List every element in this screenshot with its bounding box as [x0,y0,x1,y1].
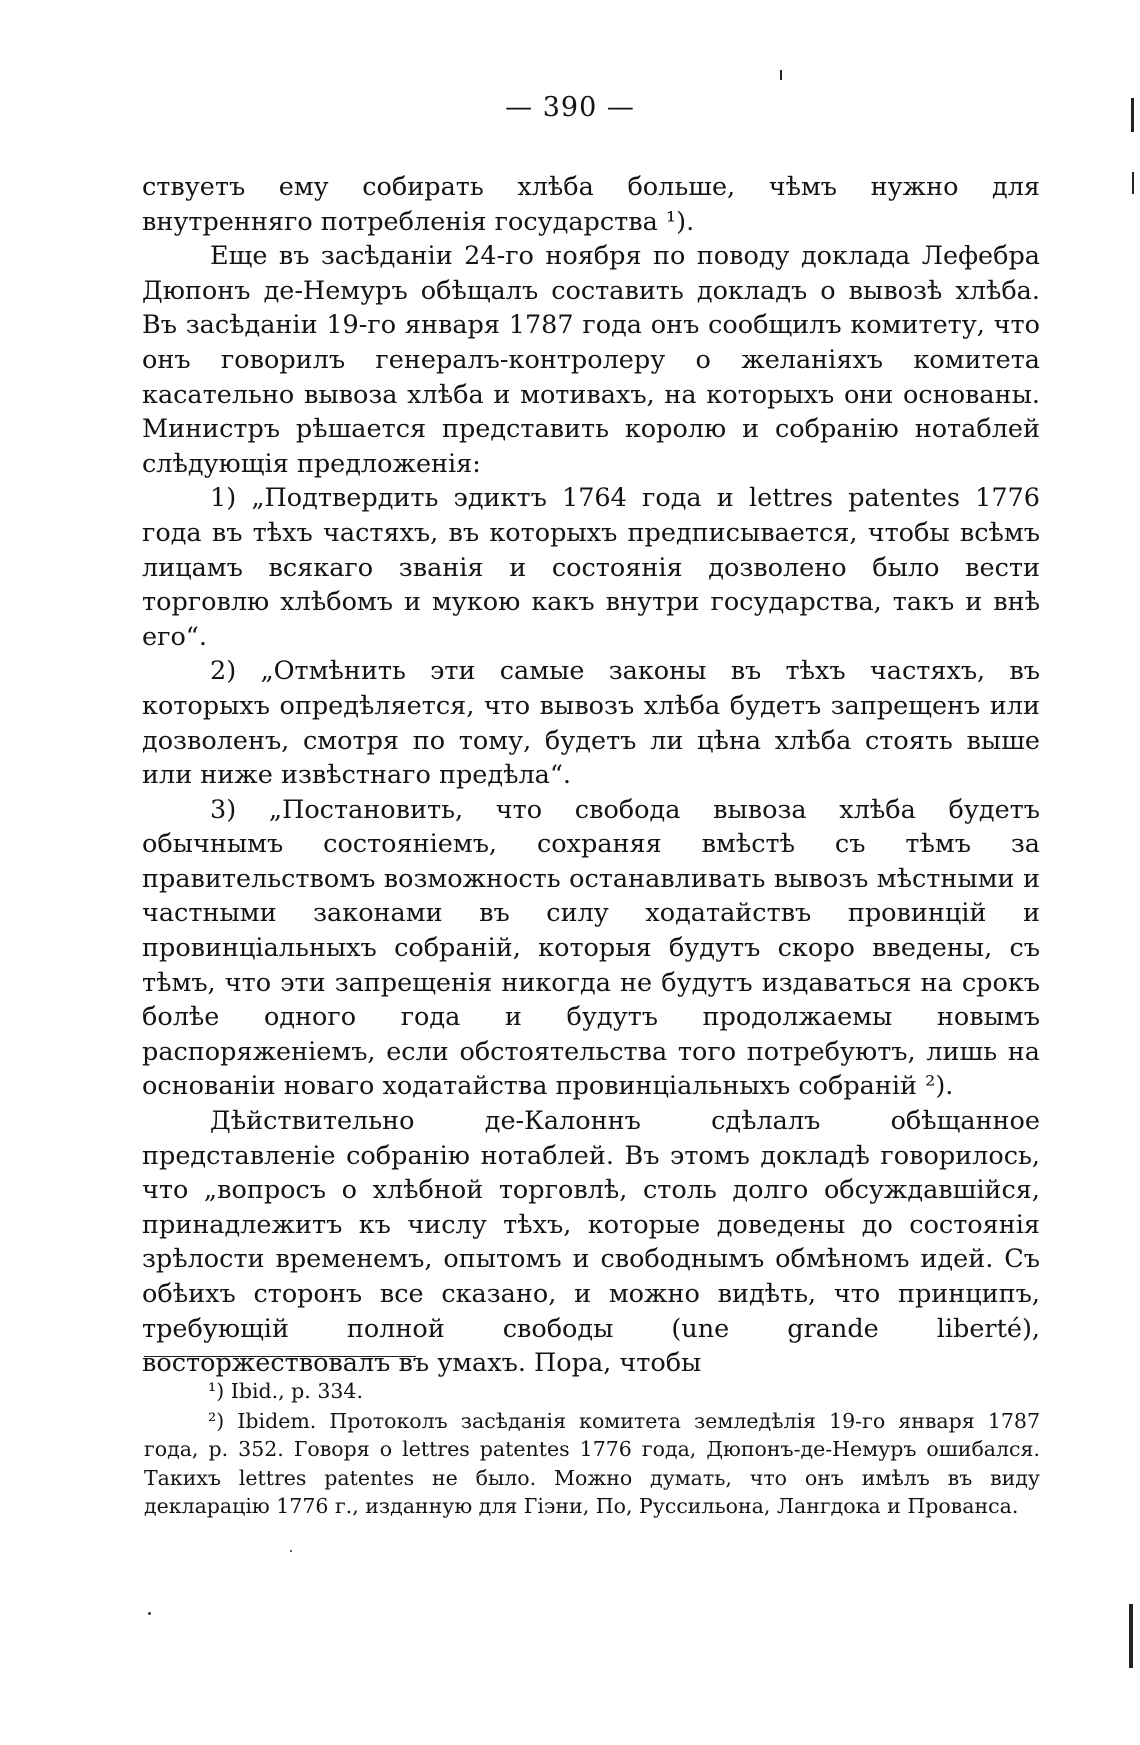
paragraph: 3) „Постановить, что свобода вывоза хлѣба будетъ обычнымъ состояніемъ, сохраняя вмѣстѣ съ тѣмъ за правительствомъ возможность останавливать вывозъ мѣстными и частными законами въ силу ходатайствъ провинцій и провинціальныхъ собраній, которыя будутъ скоро введены, съ тѣмъ, что эти запрещенія никогда не будутъ издаваться на срокъ болѣе одного года и будутъ продолжаемы новымъ распоряженіемъ, если обстоятельства того потребуютъ, лишь на основаніи новаго ходатайства провинціальныхъ собраній ²). [142,794,1040,1102]
margin-mark [1129,1604,1133,1668]
footnote-separator [144,1356,416,1357]
paragraph: 2) „Отмѣнить эти самые законы въ тѣхъ частяхъ, въ которыхъ опредѣляется, что вывозъ хлѣба будетъ запрещенъ или дозволенъ, смотря по тому, будетъ ли цѣна хлѣба стоять выше или ниже извѣстнаго предѣла“. [142,656,1040,791]
footnote: ¹) Ibid., p. 334. [208,1379,363,1403]
scan-speck [290,1550,292,1552]
paragraph: Дѣйствительно де-Калоннъ сдѣлалъ обѣщанное представленіе собранію нотаблей. Въ этомъ докладѣ говорилось, что „вопросъ о хлѣбной торговлѣ, столь долго обсуждавшійся, принадлежитъ къ числу тѣхъ, которые доведены до состоянія зрѣлости временемъ, опытомъ и свободнымъ обмѣномъ идей. Съ обѣихъ сторонъ все сказано, и можно видѣть, что принципъ, требующій полной свободы (une grande liberté), восторжествовалъ въ умахъ. Пора, чтобы [142,1106,1040,1379]
scan-speck [148,1612,151,1615]
main-text [142,170,1040,1381]
paragraph: 1) „Подтвердить эдиктъ 1764 года и lettres patentes 1776 года въ тѣхъ частяхъ, въ которыхъ предписывается, чтобы всѣмъ лицамъ всякаго званія и состоянія дозволено было вести торговлю хлѣбомъ и мукою какъ внутри государства, такъ и внѣ его“. [142,483,1040,652]
margin-mark [1131,98,1134,132]
margin-mark [1132,172,1134,194]
page-number: — 390 — [505,92,635,123]
margin-mark [780,70,782,80]
footnote: ²) Ibidem. Протоколъ засѣданія комитета земледѣлія 19-го января 1787 года, р. 352. Говоря о lettres patentes 1776 года, Дюпонъ-де-Немуръ ошибался. Такихъ lettres patentes не было. Можно думать, что онъ имѣлъ въ виду декларацію 1776 г., изданную для Гіэни, По, Руссильона, Лангдока и Прованса. [144,1408,1040,1518]
footnotes [144,1377,1040,1522]
paragraph: Еще въ засѣданіи 24-го ноября по поводу доклада Лефебра Дюпонъ де-Немуръ обѣщалъ составить докладъ о вывозѣ хлѣба. Въ засѣданіи 19-го января 1787 года онъ сообщилъ комитету, что онъ говорилъ генералъ-контролеру о желаніяхъ комитета касательно вывоза хлѣба и мотивахъ, на которыхъ они основаны. Министръ рѣшается представить королю и собранію нотаблей слѣдующія предложенія: [142,241,1040,479]
paragraph: ствуетъ ему собирать хлѣба больше, чѣмъ нужно для внутренняго потребленія государства ¹). [142,172,1040,237]
